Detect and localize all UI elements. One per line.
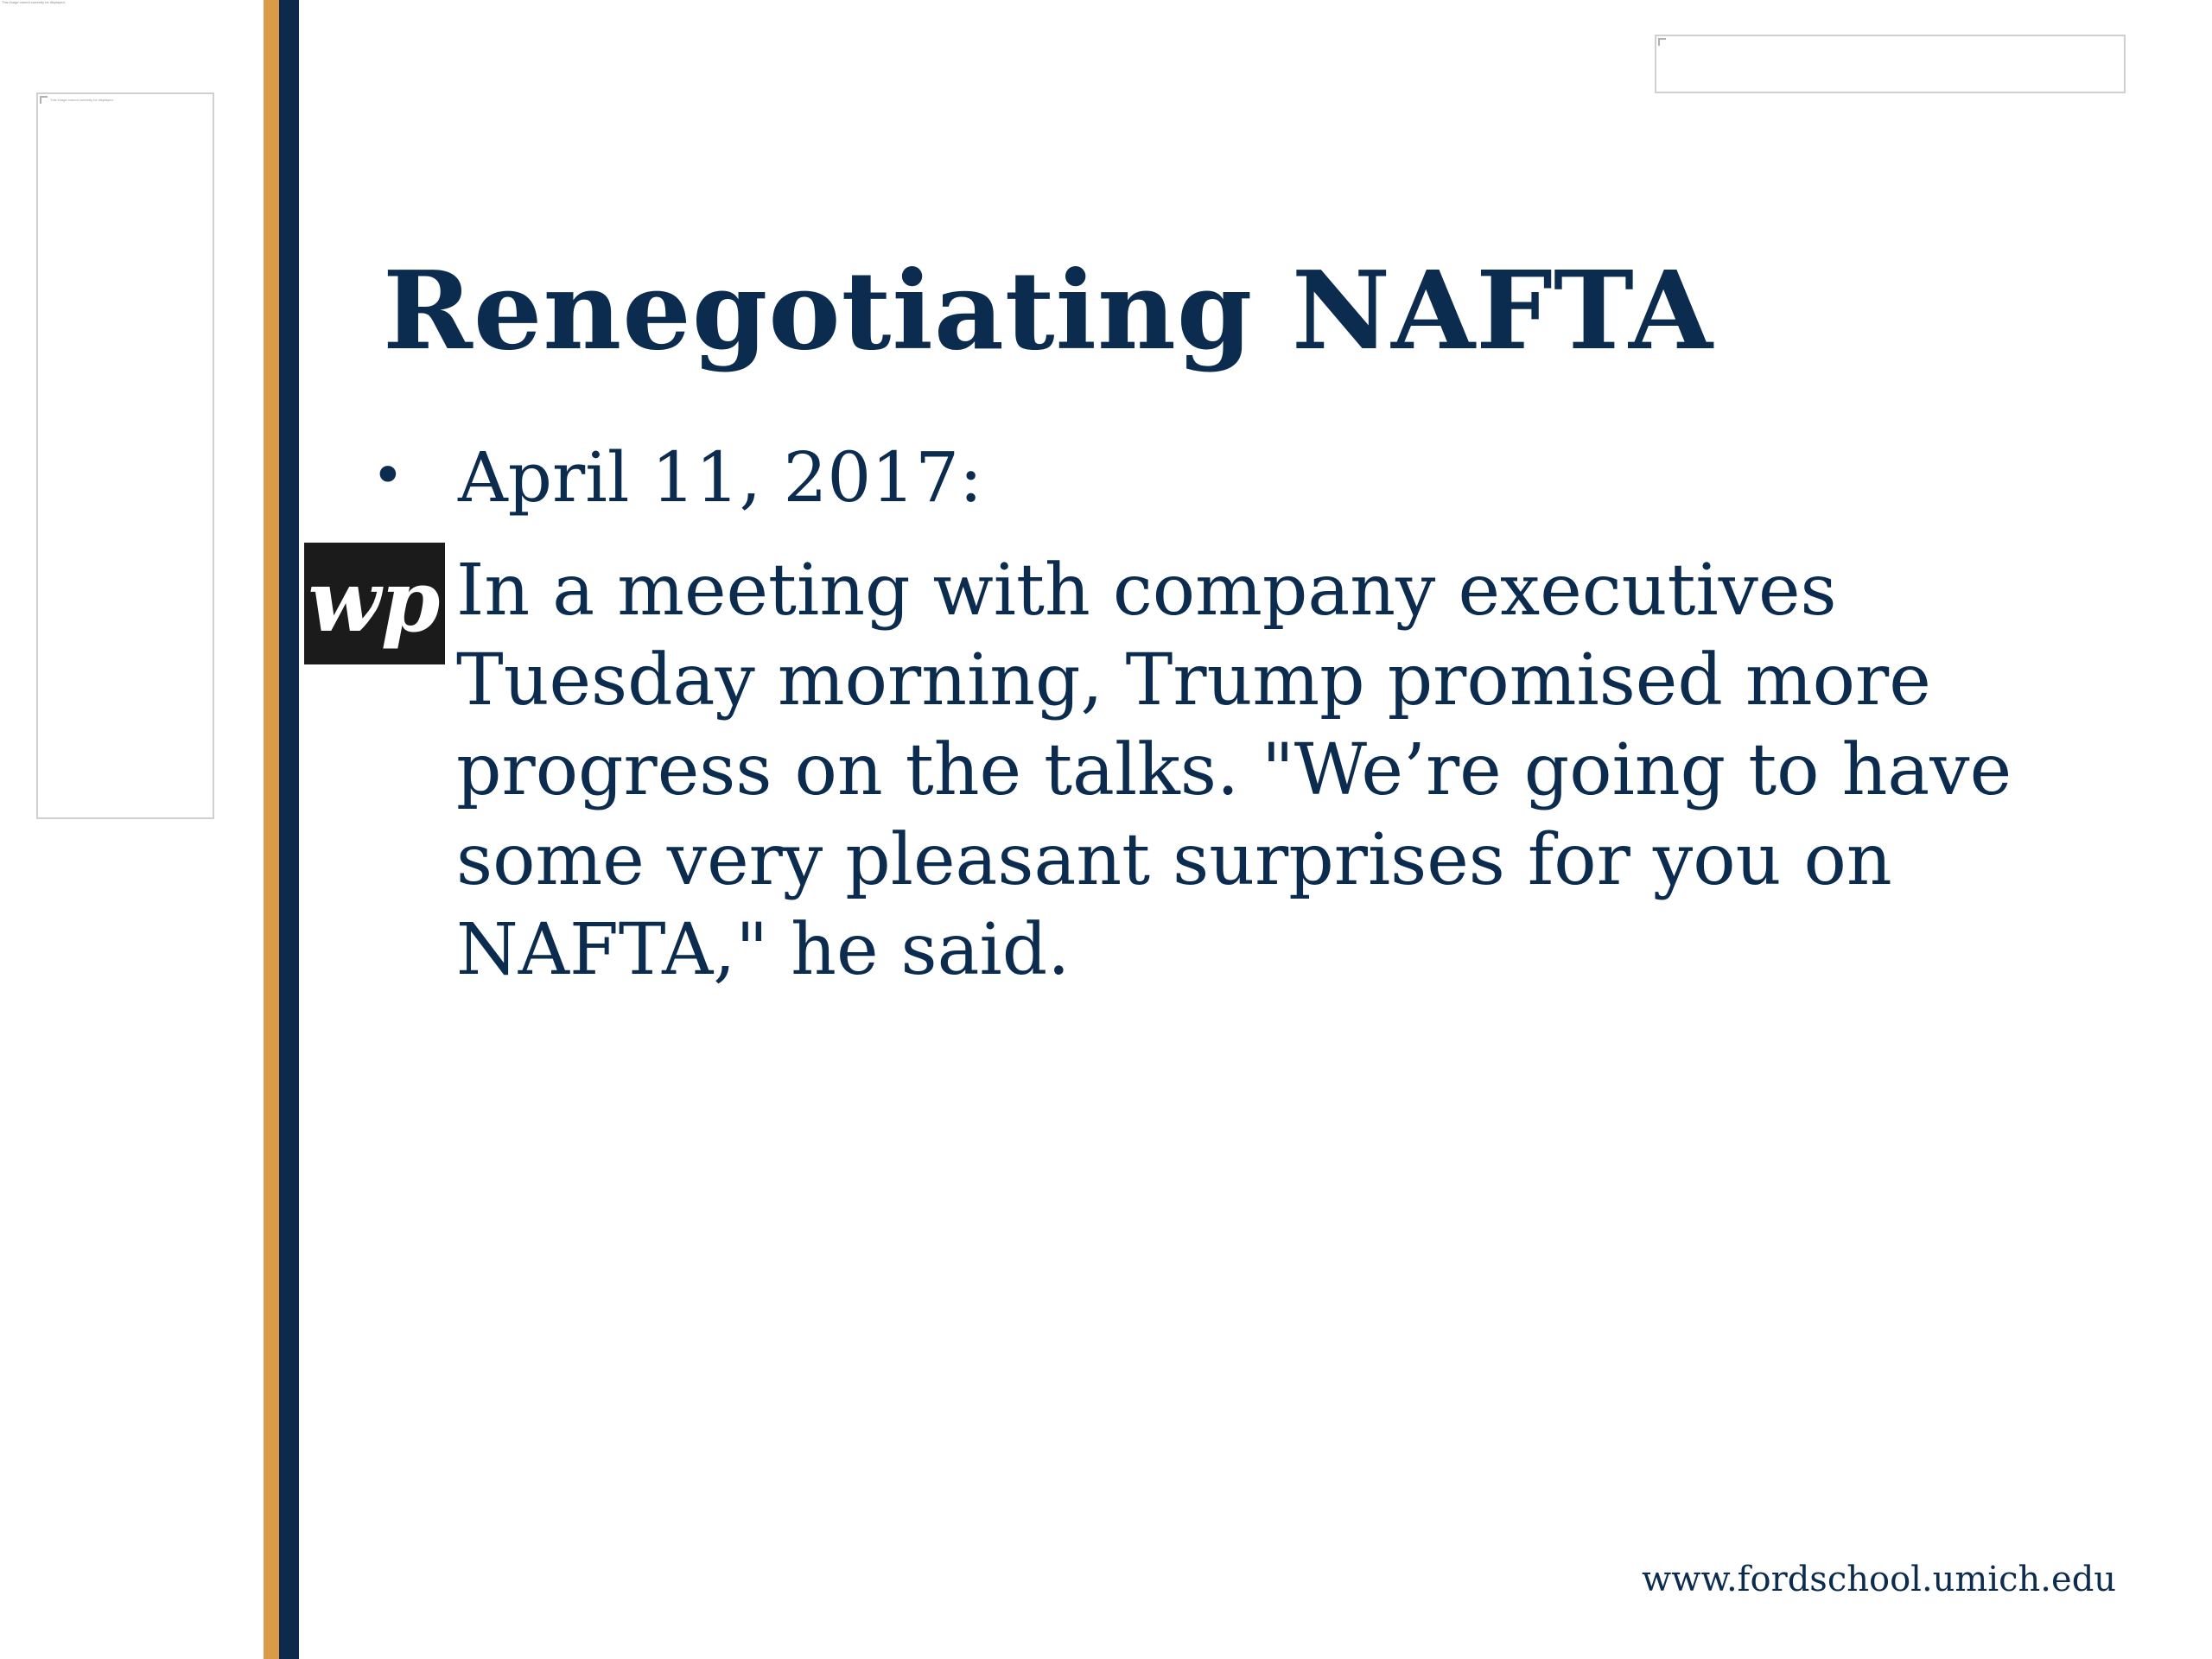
image-placeholder-caption: This image cannot currently be displayed.	[2, 0, 66, 4]
bullet-text: April 11, 2017:	[458, 437, 983, 518]
slide-title: Renegotiating NAFTA	[383, 248, 1713, 374]
broken-image-icon	[40, 96, 48, 104]
washington-post-logo-icon	[304, 543, 445, 664]
broken-image-icon	[1658, 38, 1666, 46]
wp-logo-text: wp	[308, 552, 441, 652]
top-image-placeholder	[1655, 35, 2126, 93]
accent-stripe-gold	[264, 0, 279, 1659]
footer-url: www.fordschool.umich.edu	[1642, 1560, 2117, 1599]
bullet-marker: •	[372, 444, 404, 508]
side-image-placeholder	[36, 92, 214, 819]
bullet-item	[372, 436, 982, 519]
quote-text: In a meeting with company executives Tuesday morning, Trump promised more progress on the talks. "We’re going to have some very pleasant surprises for you on NAFTA," he said.	[456, 550, 2012, 991]
side-placeholder-caption: This image cannot currently be displayed.	[50, 98, 114, 102]
accent-stripe-navy	[279, 0, 299, 1659]
